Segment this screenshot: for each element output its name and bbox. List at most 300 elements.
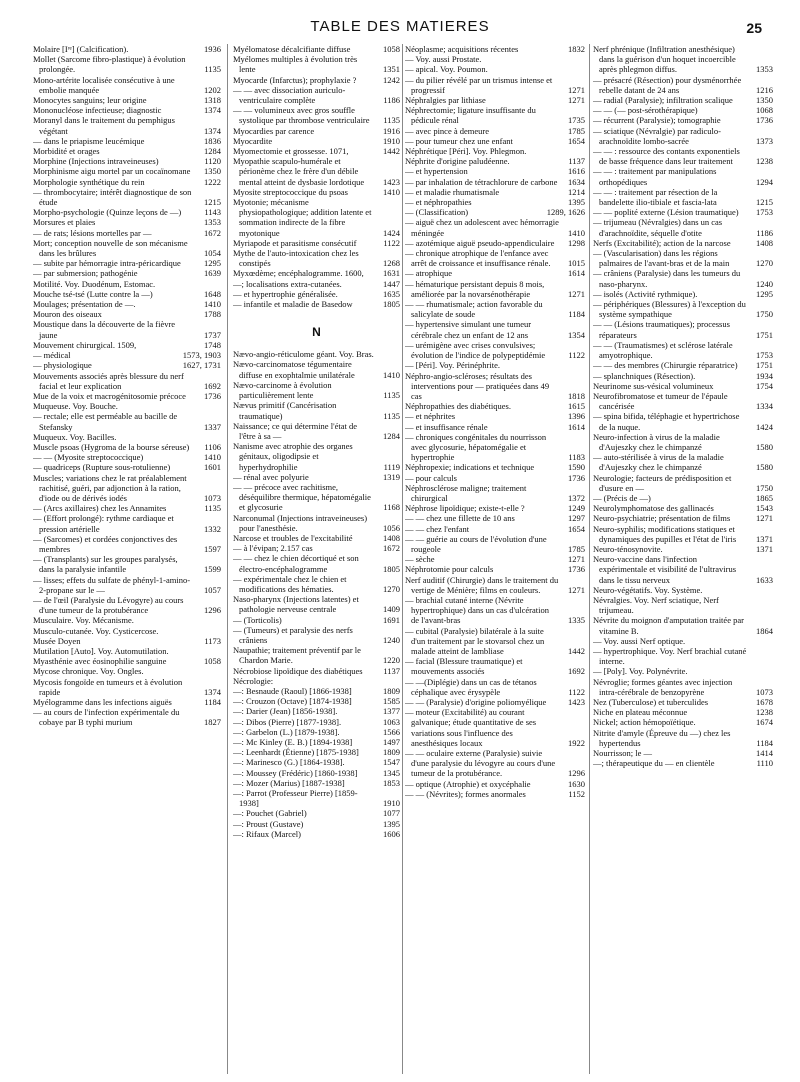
entry-term: —: Darier (Jean) [1856-1938]. [233,706,338,717]
entry-term: — —(Diplégie) dans un cas de tétanos céphalique avec érysypèle [405,676,537,697]
page-number: 25 [746,20,762,36]
entry-term: — infantile et maladie de Basedow [233,299,353,310]
entry-term: — isolés (Activité rythmique). [593,288,698,299]
entry-term: Néoplasme; acquisitions récentes [405,44,519,54]
entry-term: — sciatique (Névralgie) par radiculo-arachnoïdite lombo-sacrée [593,125,721,146]
entry-page-ref: 1410 [204,452,221,463]
entry-term: — [Péri]. Voy. Périnéphrite. [405,360,500,371]
index-entry [593,268,773,288]
entry-page-ref: 1058 [383,44,400,54]
index-entry [405,564,585,574]
entry-page-ref: 1294 [756,176,773,187]
index-entry [405,156,585,166]
entry-page-ref: 1345 [383,767,400,778]
entry-page-ref: 1106 [204,441,221,452]
entry-page-ref: 1202 [204,84,221,95]
entry-term: Néphrose lipoïdique; existe-t-elle ? [405,503,525,514]
entry-term: — et maladie rhumatismale [405,186,500,197]
index-entry [593,585,773,595]
entry-term: — apical. Voy. Poumon. [405,64,488,75]
entry-term: Muscle psoas (Hygroma de la bourse séreuse) [33,441,190,452]
entry-term: Néphropathies des diabétiques. [405,401,511,412]
entry-term: —: Moussey (Frédéric) [1860-1938] [233,767,358,778]
index-entry [233,574,400,594]
entry-term: —: Pouchet (Gabriel) [233,808,307,819]
entry-page-ref: 1374 [204,686,221,697]
entry-page-ref: 1073 [756,686,773,697]
entry-term: Néphrosclérose maligne; traitement chirurgical [405,482,527,503]
index-entry [233,248,400,268]
entry-term: — atrophique [405,268,452,279]
index-entry [593,493,773,503]
entry-page-ref: 1599 [204,564,221,575]
entry-term: — et insuffisance rénale [405,421,488,432]
entry-term: — médical [33,350,71,361]
index-entry [33,462,221,472]
index-entry [405,187,585,197]
entry-term: Néphro-angio-scléroses; résultats des interventions pour — pratiquées dans 49 cas [405,370,550,401]
index-entry [233,75,400,85]
index-entry [33,615,221,625]
entry-term: Myosite streptococcique du psoas [233,186,348,197]
entry-term: — avec pince à demeure [405,125,490,136]
column-divider [589,44,590,1074]
entry-page-ref: 1395 [568,197,585,208]
index-entry [405,595,585,626]
index-entry [405,105,585,125]
entry-page-ref: 1750 [756,309,773,320]
index-entry [405,248,585,268]
index-entry [233,513,400,533]
entry-term: — expérimentale chez le chien et modifications des hématies. [233,573,347,594]
entry-page-ref: 1137 [568,156,585,167]
index-entry [233,788,400,808]
entry-term: Nerf auditif (Chirurgie) dans le traitement du vertige de Ménière; films en couleurs. [405,574,559,595]
entry-term: — de l'œil (Paralysie du Lévogyre) au cours d'une tumeur de la protubérance [33,594,184,616]
index-entry [405,279,585,299]
index-entry [233,727,400,737]
entry-page-ref: 1615 [568,401,585,412]
entry-term: — (Sarcomes) et cordées conjonctives des membres [33,533,178,554]
index-entry [233,829,400,839]
index-entry [405,44,585,54]
index-entry [33,636,221,646]
entry-page-ref: 1616 [568,166,585,177]
index-entry [233,747,400,757]
entry-term: — et hypertrophie généralisée. [233,288,338,299]
index-entry [405,136,585,146]
entry-term: Névrite du moignon d'amputation traitée par vitamine B. [593,615,744,636]
index-columns [33,44,771,1074]
index-entry [593,717,773,727]
entry-term: — (Effort prolongé): rythme cardiaque et pression artérielle [33,513,174,534]
entry-page-ref: 1631 [383,268,400,279]
index-entry [233,299,400,309]
index-entry [33,575,221,595]
index-entry [33,156,221,166]
index-entry [33,432,221,442]
index-entry [593,513,773,523]
entry-page-ref: 1754 [756,380,773,391]
entry-term: — — (— post-sérothérapique) [593,105,698,116]
entry-term: — par submersion; pathogénie [33,268,138,279]
entry-term: — aiguë chez un adolescent avec hémorragie méningée [405,217,559,238]
entry-page-ref: 1865 [756,492,773,503]
index-entry [405,197,585,207]
index-entry [233,349,400,359]
entry-page-ref: 1818 [568,390,585,401]
entry-term: — chronique atrophique de l'enfance avec arrêt de croissance et insuffisance rénale. [405,248,551,269]
index-entry [593,728,773,748]
entry-term: — — guérie au cours de l'évolution d'une rougeole [405,533,547,554]
entry-term: Nerfs (Excitabilité); action de la narcose [593,237,731,248]
entry-term: —: Crouzon (Octave) [1874-1938] [233,696,352,707]
entry-term: — — (Traumatismes) et sclérose latérale amyotrophique. [593,339,733,361]
entry-page-ref: 1271 [756,513,773,524]
entry-term: Morphine (Injections intraveineuses) [33,156,159,167]
entry-term: — hématurique persistant depuis 8 mois, améliorée par la novarsénothérapie [405,278,545,299]
entry-term: Néphralgies par lithiase [405,95,486,106]
index-entry [233,543,400,553]
index-entry [593,646,773,666]
entry-term: Musée Doyen [33,635,81,646]
entry-page-ref: 1396 [568,411,585,422]
entry-term: Myomectomie et grossesse. 1071, [233,146,349,157]
index-entry [233,686,400,696]
entry-page-ref: 1183 [568,452,585,463]
entry-page-ref: 1410 [383,186,400,197]
entry-term: — — précoce avec rachitisme, déséquilibre thermique, hépatomégalie et glycosurie [233,481,371,513]
entry-term: — rectale; elle est perméable au bacille de Stefansky [33,411,178,432]
entry-term: — — chez le chien décortiqué et son électro-encéphalogramme [233,553,359,574]
entry-page-ref: 1447 [383,278,400,289]
index-entry [405,473,585,483]
entry-page-ref: 1296 [568,768,585,779]
entry-page-ref: 1737 [204,329,221,340]
index-entry [33,391,221,401]
index-entry [405,75,585,95]
index-entry [33,136,221,146]
entry-term: Névralgies. Voy. Nerf sciatique, Nerf trijumeau. [593,594,719,616]
entry-page-ref: 1015 [568,258,585,269]
entry-term: Myélomes multiples à évolution très lente [233,54,358,75]
entry-page-ref: 1271 [568,554,585,565]
index-entry [405,779,585,789]
index-entry [593,615,773,635]
entry-term: Morbidité et orages [33,146,100,157]
entry-page-ref: 1832 [568,44,585,54]
entry-term: —: Garbelon (L.) [1879-1938]. [233,726,340,737]
entry-page-ref: 1298 [568,237,585,248]
index-entry [233,289,400,299]
index-entry [233,146,400,156]
entry-term: Morpho-psychologie (Quinze leçons de —) [33,207,182,218]
entry-term: — physiologique [33,360,92,371]
entry-term: Nitrite d'amyle (Épreuve du —) chez les hypertendus [593,727,731,748]
entry-page-ref: 1414 [756,748,773,759]
entry-page-ref: 1566 [383,726,400,737]
entry-page-ref: 1827 [204,717,221,728]
entry-page-ref: 1220 [383,655,400,666]
entry-term: — Voy. aussi Prostate. [405,54,482,65]
index-entry [33,95,221,105]
entry-term: Naupathie; traitement préventif par le Chardon Marie. [233,645,361,666]
entry-term: — [Poly]. Voy. Polynévrite. [593,666,688,677]
entry-term: Mouche tsé-tsé (Lutte contre la —) [33,288,153,299]
entry-term: Motilité. Voy. Duodénum, Estomac. [33,278,156,289]
entry-page-ref: 1423 [383,176,400,187]
entry-page-ref: 1332 [204,523,221,534]
entry-term: Neurolymphomatose des gallinacés [593,503,714,514]
index-entry [33,319,221,339]
entry-term: — lisses; effets du sulfate de phényl-1-amino-2-propane sur le — [33,574,191,595]
entry-page-ref: 1319 [383,471,400,482]
entry-term: — thrombocytaire; intérêt diagnostique de son étude [33,186,192,208]
index-entry [593,299,773,319]
entry-term: — et néphropathies [405,197,472,208]
entry-term: Mycose chronique. Voy. Ongles. [33,666,144,677]
index-entry [593,381,773,391]
entry-page-ref: 1184 [568,309,585,320]
entry-term: Myocardies par carence [233,125,315,136]
entry-page-ref: 1137 [383,665,400,676]
index-entry [405,707,585,748]
index-entry [405,177,585,187]
index-entry [233,482,400,513]
index-entry [405,64,585,74]
entry-page-ref: 1692 [204,380,221,391]
entry-term: — rénal avec polyurie [233,471,309,482]
entry-page-ref: 1271 [568,95,585,106]
entry-term: Narcose et troubles de l'excitabilité [233,532,353,543]
entry-term: — auto-stérilisée à virus de la maladie d'Aujeszky chez le chimpanzé [593,452,724,473]
index-entry [405,534,585,554]
entry-term: — azotémique aiguë pseudo-appendiculaire [405,237,555,248]
entry-page-ref: 1573, 1903 [182,350,221,361]
entry-page-ref: 1410 [568,227,585,238]
index-entry [233,553,400,573]
entry-term: Mollet (Sarcome fibro-plastique) à évolution prolongée. [33,54,186,75]
index-entry [593,95,773,105]
entry-page-ref: 1284 [204,146,221,157]
entry-page-ref: 1442 [383,146,400,157]
index-entry [593,289,773,299]
entry-page-ref: 1585 [383,696,400,707]
index-entry [33,360,221,370]
index-entry [33,258,221,268]
entry-page-ref: 1216 [756,84,773,95]
index-entry [33,54,221,74]
entry-term: — (Transplants) sur les groupes paralysés, dans la paralysie infantile [33,554,178,575]
entry-term: Neurologie; facteurs de prédisposition et d'usure en — [593,472,732,493]
entry-page-ref: 1580 [756,462,773,473]
entry-page-ref: 1270 [383,583,400,594]
entry-term: — pour calculs [405,472,457,483]
entry-term: Néphrétique [Péri]. Voy. Phlegmon. [405,146,527,157]
index-entry [33,534,221,554]
entry-page-ref: 1634 [568,176,585,187]
index-entry [33,371,221,391]
index-entry [33,279,221,289]
entry-term: — — (Névrites); formes anormales [405,788,526,799]
entry-term: — splanchniques (Résection). [593,370,696,381]
entry-term: Myriapode et parasitisme consécutif [233,237,357,248]
entry-page-ref: 1408 [756,237,773,248]
entry-term: Nourrisson; le — [593,748,653,759]
entry-page-ref: 1597 [204,543,221,554]
entry-page-ref: 1168 [383,502,400,513]
index-entry [593,452,773,472]
index-entry [233,615,400,625]
entry-page-ref: 1395 [383,818,400,829]
entry-page-ref: 1424 [383,227,400,238]
index-entry [233,808,400,818]
entry-page-ref: 1122 [568,350,585,361]
entry-term: Nickel; action hémopoïétique. [593,717,696,728]
entry-page-ref: 1335 [568,615,585,626]
index-entry [405,483,585,503]
entry-term: —; localisations extra-cutanées. [233,278,342,289]
entry-term: Myocarde (Infarctus); prophylaxie ? [233,74,357,85]
entry-page-ref: 1238 [756,156,773,167]
index-entry [405,411,585,421]
index-entry [33,707,221,727]
entry-term: Néphropexie; indications et technique [405,462,535,473]
index-entry [593,391,773,411]
entry-page-ref: 1635 [383,288,400,299]
index-entry [405,503,585,513]
entry-term: — par inhalation de tétrachlorure de carbone [405,176,558,187]
index-entry [593,595,773,615]
index-entry [33,75,221,95]
entry-page-ref: 1135 [383,115,400,126]
entry-term: — urémigène avec crises convulsives; évolution de l'indice de polypeptidémie [405,339,546,361]
index-entry [33,595,221,615]
index-entry [33,268,221,278]
index-entry [33,289,221,299]
entry-page-ref: 1809 [383,685,400,696]
entry-page-ref: 1423 [568,697,585,707]
index-entry [405,524,585,534]
entry-page-ref: 1606 [383,828,400,839]
entry-term: — — poplité externe (Lésion traumatique) [593,207,739,218]
entry-term: — — : traitement par résection de la bandelette ilio-tibiale et fascia-lata [593,186,718,208]
entry-page-ref: 1063 [383,716,400,727]
index-entry [593,126,773,146]
index-entry [593,666,773,676]
entry-term: Mono-artérite localisée consécutive à une embolie manquée [33,74,175,95]
entry-term: Muqueuse. Voy. Bouche. [33,401,118,412]
entry-term: Nævus primitif (Cancérisation traumatique) [233,400,337,421]
entry-page-ref: 1073 [204,492,221,503]
entry-page-ref: 1354 [568,329,585,340]
entry-term: — — chez l'enfant [405,523,470,534]
entry-page-ref: 1639 [204,268,221,279]
entry-term: Névroglie; formes géantes avec injection intra-cérébrale de benzopyrène [593,676,733,697]
entry-page-ref: 1135 [383,390,400,401]
entry-term: Mort; conception nouvelle de son mécanisme dans les brûlures [33,237,188,259]
entry-term: Molaire [Iʳᵉ] (Calcification). [33,44,129,54]
entry-page-ref: 1056 [383,522,400,533]
entry-term: Neurofibromatose et tumeur de l'épaule cancérisée [593,390,728,412]
entry-page-ref: 1297 [568,513,585,524]
entry-page-ref: 1110 [756,758,773,769]
entry-term: Mutilation [Auto]. Voy. Automutilation. [33,645,169,656]
entry-term: — (Tumeurs) et paralysie des nerfs crâniens [233,624,353,645]
entry-term: Mouvement chirurgical. 1509, [33,339,137,350]
entry-term: — — (Myosite streptococcique) [33,452,144,463]
entry-term: — trijumeau (Névralgies) dans un cas d'arachnoïdite, séquelle d'otite [593,217,723,238]
index-entry [405,432,585,463]
entry-page-ref: 1736 [204,390,221,401]
entry-term: Niche en plateau méconnue [593,707,688,718]
entry-page-ref: 1788 [204,309,221,320]
index-entry [233,819,400,829]
entry-page-ref: 1630 [568,778,585,789]
entry-page-ref: 1805 [383,299,400,310]
entry-page-ref: 1372 [568,492,585,503]
entry-page-ref: 1377 [383,706,400,717]
entry-page-ref: 1054 [204,248,221,259]
index-entry [33,656,221,666]
index-entry [405,401,585,411]
entry-term: Neuro-vaccine dans l'infection expérimentale et visibilité de l'ultravirus dans le tissu nerveux [593,554,737,585]
entry-term: — optique (Atrophie) et oxycéphalie [405,778,531,789]
entry-term: —: Rifaux (Marcel) [233,828,301,839]
entry-term: —: Proust (Gustave) [233,818,304,829]
entry-page-ref: 1143 [204,207,221,218]
entry-page-ref: 1271 [568,584,585,595]
index-entry [593,146,773,166]
entry-term: Myélogramme dans les infections aiguës [33,697,172,707]
index-entry [233,533,400,543]
entry-page-ref: 1410 [204,299,221,310]
entry-term: — (Arcs axillaires) chez les Annamites [33,503,167,514]
index-entry [405,748,585,779]
index-entry [405,207,585,217]
entry-term: Nez (Tuberculose) et tuberculides [593,697,709,707]
index-column-1 [33,44,221,1074]
index-entry [405,371,585,402]
entry-term: Morphologie synthétique du rein [33,176,145,187]
entry-page-ref: 1614 [568,421,585,432]
entry-term: Myotonie; mécanisme physiopathologique; addition latente et sommation indirecte de la fibre myotonique [233,197,372,238]
entry-page-ref: 1350 [756,95,773,106]
index-entry [593,166,773,186]
index-entry [233,706,400,716]
index-entry [405,656,585,676]
index-entry [593,707,773,717]
index-entry [33,217,221,227]
entry-term: Nécrobiose lipoïdique des diabétiques [233,665,363,676]
index-entry [33,442,221,452]
entry-page-ref: 1119 [383,461,400,472]
column-divider [227,44,228,1074]
entry-page-ref: 1371 [756,543,773,554]
index-entry [593,187,773,207]
entry-page-ref: 1922 [568,737,585,748]
index-entry [233,717,400,727]
entry-term: — chroniques congénitales du nourrisson avec glycosurie, hépatomégalie et hypertrophie [405,431,547,463]
entry-page-ref: 1809 [383,747,400,758]
index-entry [33,697,221,707]
index-entry [233,197,400,238]
entry-term: Morsures et plaies [33,217,96,228]
index-entry [593,758,773,768]
entry-page-ref: 1590 [568,462,585,473]
entry-term: Musculaire. Voy. Mécanisme. [33,615,134,626]
index-entry [405,217,585,237]
